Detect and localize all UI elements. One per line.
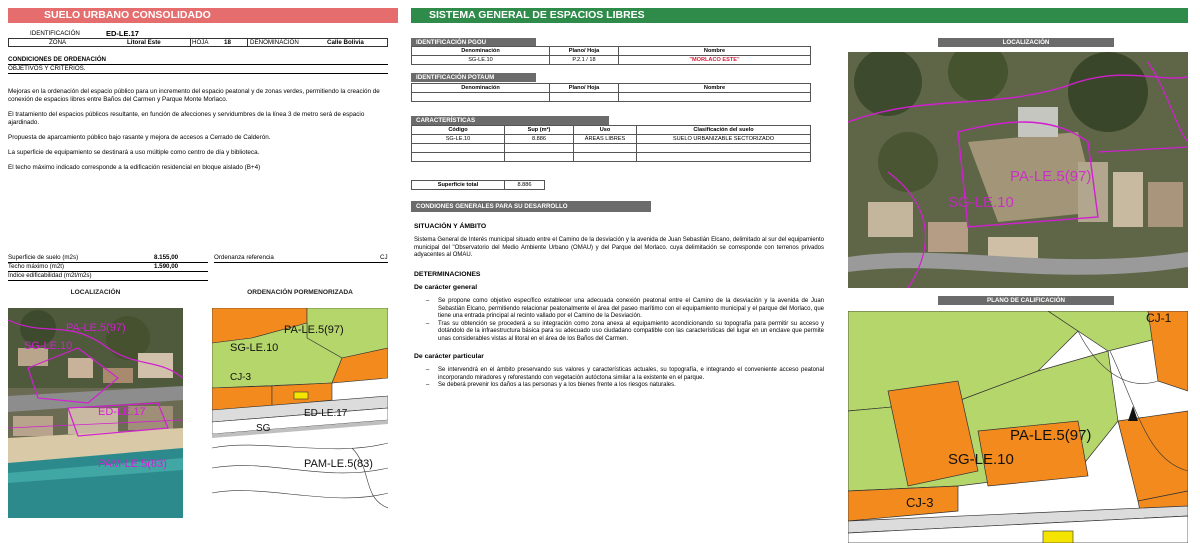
general-title: De carácter general: [414, 284, 478, 291]
id-value: ED-LE.17: [106, 29, 139, 38]
table-header: Nombre: [619, 84, 811, 93]
pgou-table: [411, 46, 811, 65]
paragraph: La superficie de equipamiento se destinará a uso múltiple como centro de día y biblioteca.: [8, 149, 260, 156]
sup-total-value: 8.886: [505, 181, 545, 190]
zoning-label-pam: PAM-LE.5(83): [304, 458, 373, 470]
summary-table: [8, 254, 388, 281]
ordenanza-value: CJ: [380, 254, 388, 261]
paragraph: El techo máximo indicado corresponde a la edificación residencial en bloque aislado (B+4): [8, 164, 261, 171]
table-cell: SUELO URBANIZABLE SECTORIZADO: [637, 135, 811, 144]
table-header: Plano/ Hoja: [550, 84, 619, 93]
right-plano-caption: PLANO DE CALIFICACIÓN: [938, 296, 1114, 305]
cond-title: CONDIONES GENERALES PARA SU DESARROLLO: [411, 201, 651, 212]
zona-label: ZONA: [49, 39, 67, 46]
divider: [247, 39, 248, 47]
aerial-label-pa: PA-LE.5(97): [1010, 168, 1092, 185]
caract-title: CARACTERÍSTICAS: [411, 116, 609, 125]
caract-table: [411, 125, 811, 162]
table-header: Nombre: [619, 47, 811, 56]
summary-row: [214, 254, 388, 263]
list-item: – Se intervendrá en el ámbito preservando sus valores y características actuales, su topografía, e integrando el conveniente acceso peatonal incorporando miradores y reforestando con vegetación autóctona similar a la existente en el parque.: [424, 367, 824, 382]
zoning-label-sg-short: SG: [256, 423, 271, 434]
zoning-label-ed: ED-LE.17: [304, 408, 348, 419]
situacion-text: Sistema General de Interés municipal situado entre el Camino de la desviación y la avenida de Juan Sebastián Elcano, delimitado al sur del equipamiento municipal del "Observatorio del Medio Ambiente Urbano (OMAU) y del Parque del Morlaco. cuya delimitación se corresponde con terrenos privados adyacentes al OMAU.: [414, 237, 824, 258]
map-label-sg: SG-LE.10: [24, 340, 73, 352]
right-zoning-map[interactable]: [848, 311, 1188, 543]
potaum-table: [411, 83, 811, 102]
table-cell: [412, 153, 505, 162]
map-label-pa: PA-LE.5(97): [66, 322, 126, 334]
table-cell: 8.886: [505, 135, 574, 144]
list-item: – Se propone como objetivo específico establecer una adecuada conexión peatonal entre el Camino de la desviación y la avenida de Juan Sebastián Elcano, permitiendo relacionar peatonalmente el área del paseo marítimo con el equipamiento municipal y el parque del Morlaco, que tiene una entrada principal al recinto vallado por el Camino de la Desviación.: [424, 298, 824, 321]
table-cell: [412, 144, 505, 153]
map-label-ed: ED-LE.17: [98, 406, 146, 418]
table-cell: [637, 144, 811, 153]
particular-title: De carácter particular: [414, 353, 484, 360]
aerial-label-sg: SG-LE.10: [948, 194, 1014, 211]
plano-label-pa: PA-LE.5(97): [1010, 427, 1092, 444]
table-cell: ÁREAS LIBRES: [574, 135, 637, 144]
objectives-title: OBJETIVOS Y CRITERIOS.: [8, 65, 86, 72]
techo-value: 1.590,00: [154, 263, 179, 270]
table-cell: [550, 93, 619, 102]
table-header: Denominación: [412, 47, 550, 56]
table-cell: [412, 93, 550, 102]
table-cell: [619, 93, 811, 102]
particular-list: [424, 367, 824, 390]
sup-total-label: Superficie total: [412, 181, 505, 190]
left-loc-caption: LOCALIZACIÓN: [70, 289, 121, 296]
hoja-value: 18: [224, 39, 231, 46]
paragraph: Propuesta de aparcamiento público bajo rasante y mejora de accesos a Cerrado de Calderón.: [8, 134, 271, 141]
table-cell: [505, 153, 574, 162]
divider: [190, 39, 191, 47]
table-header: Uso: [574, 126, 637, 135]
plano-label-sg: SG-LE.10: [948, 451, 1014, 468]
determ-title: DETERMINACIONES: [414, 271, 481, 278]
map-label-pam: PAM-LE.5(83): [98, 458, 167, 470]
table-cell: [574, 144, 637, 153]
left-banner: SUELO URBANO CONSOLIDADO: [8, 8, 398, 23]
list-item: – Tras su obtención se procederá a su integración como zona anexa al equipamiento acondicionando su topografía para permitir su acceso y dotándolo de la infraestructura básica para su adecuado uso ciudadano compatible con las características del lugar en un enclave que permite unas considerables vistas al litoral en el área de los Baños del Carmen.: [424, 321, 824, 344]
techo-label: Techo máximo (m2t): [8, 263, 65, 270]
potaum-title: IDENTIFICACIÓN POTAUM: [411, 73, 536, 82]
divider: [8, 73, 388, 74]
right-loc-caption: LOCALIZACIÓN: [938, 38, 1114, 47]
table-cell: P.2.1 / 18: [550, 56, 619, 65]
table-header: Código: [412, 126, 505, 135]
list-item: – Se deberá prevenir los daños a las personas y a los bienes frente a los riesgos naturales.: [424, 382, 824, 390]
table-header: Denominación: [412, 84, 550, 93]
zoning-label-sg: SG-LE.10: [230, 342, 279, 354]
plano-label-cj3: CJ-3: [906, 495, 934, 510]
table-header: Sup (m²): [505, 126, 574, 135]
table-cell: [574, 153, 637, 162]
id-label: IDENTIFICACIÓN: [30, 30, 80, 37]
paragraph: Mejoras en la ordenación del espacio público para un incremento del espacio peatonal y de zonas verdes, permitiendo la creación de conexión de espacios libres entre Baños del Carmen y Parque Monte Morlaco.: [8, 88, 380, 103]
indice-label: Índice edificabilidad (m2t/m2s): [8, 272, 92, 279]
denominacion-value: Calle Bolivia: [327, 39, 364, 46]
conditions-title: CONDICIONES DE ORDENACIÓN: [8, 56, 106, 63]
situacion-title: SITUACIÓN Y ÁMBITO: [414, 223, 487, 230]
objectives-text: [8, 88, 388, 179]
plano-label-cj1: CJ-1: [1146, 311, 1172, 325]
table-cell: "MORLACO ESTE": [619, 56, 811, 65]
superficie-value: 8.155,00: [154, 254, 179, 261]
table-header: Clasificación del suelo: [637, 126, 811, 135]
table-header: Plano/ Hoja: [550, 47, 619, 56]
table-cell: SG-LE.10: [412, 135, 505, 144]
paragraph: El tratamiento del espacios públicos resultante, en función de afecciones y servidumbres de la línea 3 de metro será de espacio ajardinado.: [8, 111, 365, 126]
zoning-label-cj: CJ-3: [230, 372, 252, 383]
sup-total-table: [411, 180, 545, 190]
hoja-label: HOJA: [192, 39, 209, 46]
superficie-label: Superficie de suelo (m2s): [8, 254, 79, 261]
ordenanza-label: Ordenanza referencia: [214, 254, 274, 261]
table-cell: [637, 153, 811, 162]
table-cell: SG-LE.10: [412, 56, 550, 65]
right-banner: SISTEMA GENERAL DE ESPACIOS LIBRES: [411, 8, 1188, 23]
zoning-label-pa: PA-LE.5(97): [284, 324, 344, 336]
right-aerial-map[interactable]: [848, 52, 1188, 288]
zona-value: Litoral Este: [127, 39, 161, 46]
left-aerial-map[interactable]: [8, 308, 183, 518]
left-zoning-map[interactable]: [212, 308, 388, 518]
table-cell: [505, 144, 574, 153]
left-ord-caption: ORDENACIÓN PORMENORIZADA: [247, 289, 353, 296]
denominacion-label: DENOMINACIÓN: [250, 39, 299, 46]
general-list: [424, 298, 824, 343]
pgou-title: IDENTIFICACIÓN PGOU: [411, 38, 536, 47]
zona-row: [8, 38, 388, 47]
